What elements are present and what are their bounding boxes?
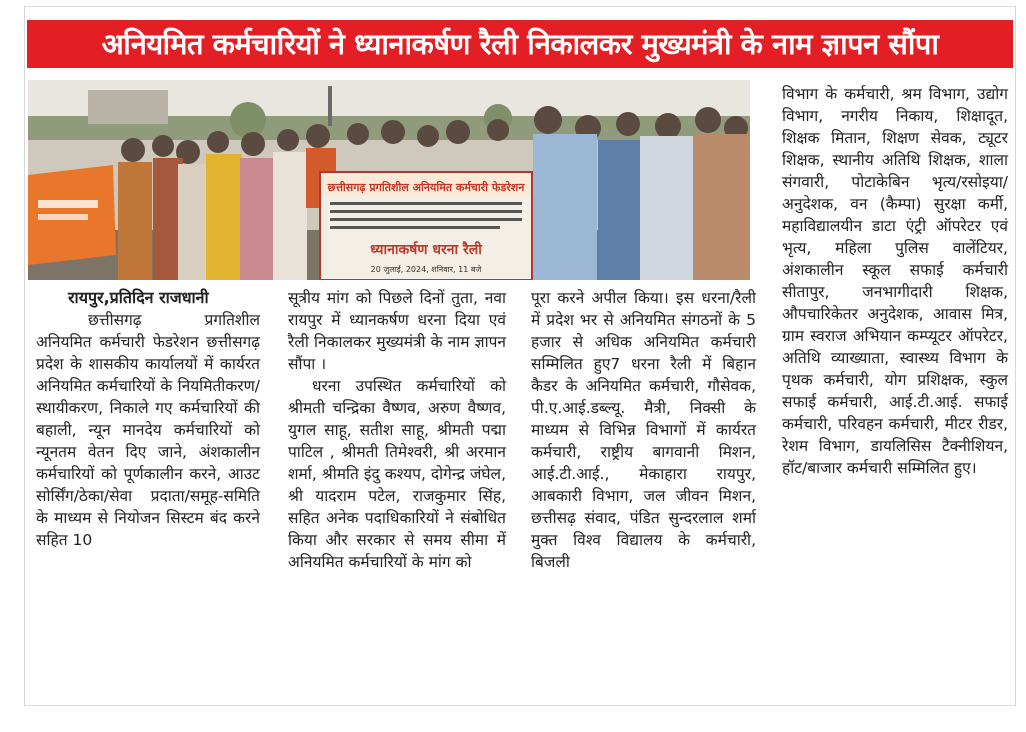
rally-banner (320, 172, 532, 280)
article-paragraph: विभाग के कर्मचारी, श्रम विभाग, उद्योग विभाग, नगरीय निकाय, शिक्षादूत, शिक्षक मितान, शिक्षण सेवक, ट्यूटर शिक्षक, स्थानीय अतिथि शिक्षक, शाला संगवारी, पोटाकेबिन भृत्य/रसोइया/ अनुदेशक, वन (कैम्पा) सुरक्षा कर्मी, महाविद्यालयीन डाटा एंट्री ऑपरेटर एवं भृत्य, महिला पुलिस वालेंटियर, अंशकालीन स्कूल सफाई कर्मचारी सीतापुर, जनभागीदारी शिक्षक, औपचारिकेतर अनुदेशक, आवास मित्र, ग्राम स्वराज अभियान कम्प्यूटर ऑपरेटर, अतिथि व्याख्याता, स्वास्थ्य विभाग के पृथक कर्मचारी, योग प्रशिक्षक, स्कुल सफाई कर्मचारी, आई.टी.आई. सफाई कर्मचारी, परिवहन कर्मचारी, मीटर रीडर, रेशम विभाग, डायलिसिस टैक्नीशियन, हॉट/बाजार कर्मचारी सम्मिलित हुए। (782, 85, 1008, 477)
article-column-1 (36, 287, 260, 551)
article-paragraph: पूरा करने अपील किया। इस धरना/रैली में प्रदेश भर से अनियमित संगठनों के 5 हजार से अधिक अनियमित कर्मचारी सम्मिलित हुए7 धरना रैली में बिहान कैडर के अनियमित कर्मचारी, गौसेवक, पी.ए.आई.डब्ल्यू. मैत्री, निक्सी के माध्यम से विभिन्न विभागों में कार्यरत कर्मचारी, राष्ट्रीय बागवानी मिशन, आई.टी.आई., मेकाहारा रायपुर, आबकारी विभाग, जल जीवन मिशन, छत्तीसढ़ संवाद, पंडित सुन्दरलाल शर्मा मुक्त विश्व विद्यालय के कर्मचारी, बिजली (531, 289, 756, 571)
article-column-3 (531, 287, 756, 573)
banner-title: छत्तीसगढ़ प्रगतिशील अनियमित कर्मचारी फेडरेशन (327, 181, 525, 194)
article-paragraph: धरना उपस्थित कर्मचारियों को श्रीमती चन्द्रिका वैष्णव, अरुण वैष्णव, युगल साहू, सतीश साहू, श्रीमती पद्मा पाटिल , श्रीमती तिमेश्वरी, श्री अरमान शर्मा, श्रीमति इंदु कश्यप, दोगेन्द्र जंघेल, श्री यादराम पटेल, राजकुमार सिंह, सहित अनेक पदाधिकारियों ने संबोधित किया और सरकार से समय सीमा में अनियमित कर्मचारियों के मांग को (288, 377, 506, 571)
headline: अनियमित कर्मचारियों ने ध्यानाकर्षण रैली निकालकर मुख्यमंत्री के नाम ज्ञापन सौंपा (27, 20, 1013, 68)
banner-rally-text: ध्यानाकर्षण धरना रैली (370, 242, 482, 258)
orange-flag-left (28, 165, 116, 265)
article-paragraph: सूत्रीय मांग को पिछले दिनों तुता, नवा रायपुर में ध्यानकर्षण धरना दिया एवं रैली निकालकर मुख्यमंत्री के नाम ज्ञापन सौंपा । (288, 289, 506, 373)
dateline: रायपुर,प्रतिदिन राजधानी (68, 288, 209, 307)
banner-date: 20 जुलाई, 2024, शनिवार, 11 बजे (370, 265, 482, 274)
article-column-4 (782, 83, 1008, 479)
article-paragraph: छत्तीसगढ़ प्रगतिशील अनियमित कर्मचारी फेडरेशन छत्तीसगढ़ प्रदेश के शासकीय कार्यालयों में कार्यरत अनियमित कर्मचारियों के नियमितीकरण/स्थायीकरण, निकाले गए कर्मचारियों की बहाली, न्यून मानदेय कर्मचारियों को न्यूनतम वेतन दिए जाने, अंशकालीन कर्मचारियों को पूर्णकालीन करने, आउट सोर्सिंग/ठेका/सेवा प्रदाता/समूह-समिति के माध्यम से नियोजन सिस्टम बंद करने सहित 10 (36, 311, 260, 549)
rally-photo (28, 80, 750, 280)
article-column-2 (288, 287, 506, 573)
